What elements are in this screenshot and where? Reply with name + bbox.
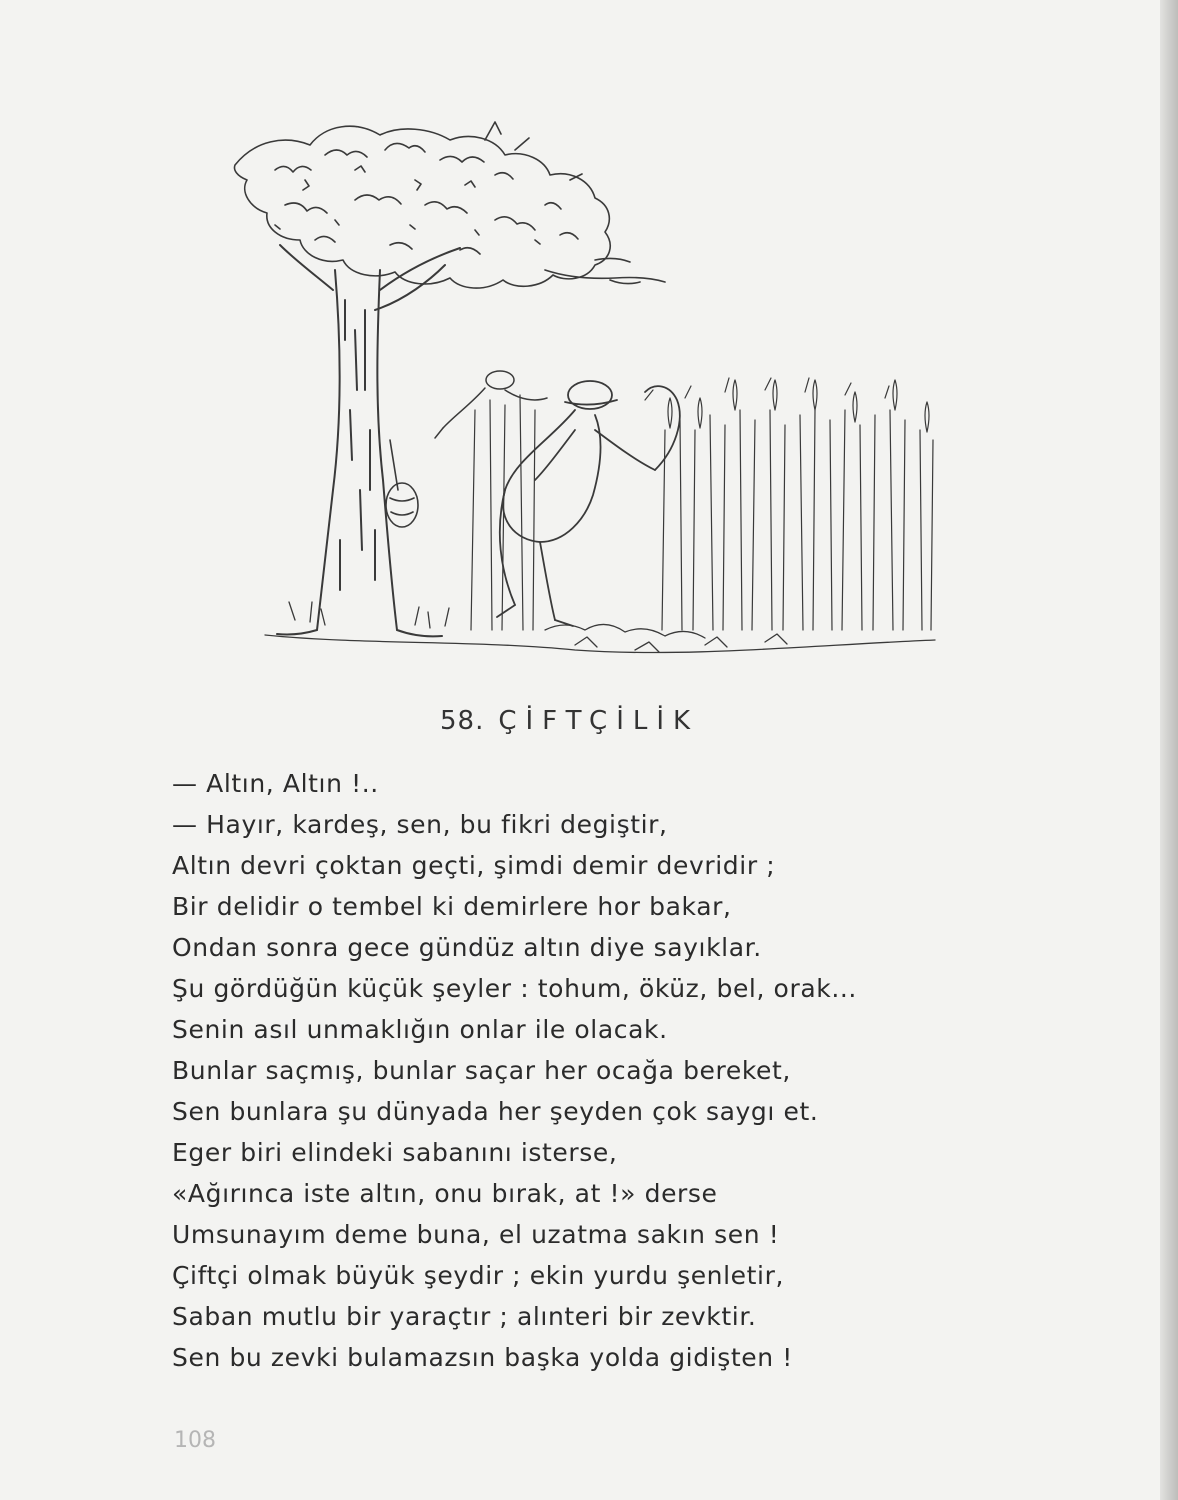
poem-line: Ondan sonra gece gündüz altın diye sayıklar. [172, 933, 762, 962]
poem-line: Eger biri elindeki sabanını isterse, [172, 1138, 618, 1167]
page-number: 108 [174, 1428, 216, 1453]
chapter-title: ÇİFTÇİLİK [498, 706, 700, 736]
poem-line: — Hayır, kardeş, sen, bu fikri degiştir, [172, 810, 668, 839]
chapter-number: 58. [440, 706, 485, 736]
poem-line: Saban mutlu bir yaraçtır ; alınteri bir zevktir. [172, 1302, 757, 1331]
poem-line: Altın devri çoktan geçti, şimdi demir devridir ; [172, 851, 776, 880]
poem-line: Çiftçi olmak büyük şeydir ; ekin yurdu şenletir, [172, 1261, 785, 1290]
poem-line: — Altın, Altın !.. [172, 769, 379, 798]
farmer-figure-icon [497, 381, 680, 626]
poem-line: Senin asıl unmaklığın onlar ile olacak. [172, 1015, 668, 1044]
poem-line: «Ağırınca iste altın, onu bırak, at !» derse [172, 1179, 718, 1208]
farmer-harvest-illustration [215, 110, 950, 690]
poem-line: Umsunayım deme buna, el uzatma sakın sen ! [172, 1220, 780, 1249]
page-binding-edge [1160, 0, 1178, 1500]
chapter-heading [440, 706, 699, 736]
poem-line: Şu gördüğün küçük şeyler : tohum, öküz, bel, orak... [172, 974, 857, 1003]
hanging-basket-icon [386, 440, 418, 527]
tree-trunk-icon [277, 245, 460, 636]
wheat-field-icon [471, 378, 933, 630]
ground-sheaves-icon [265, 602, 935, 653]
poem-line: Sen bu zevki bulamazsın başka yolda gidişten ! [172, 1343, 793, 1372]
second-harvester-icon [435, 371, 547, 438]
poem-line: Bunlar saçmış, bunlar saçar her ocağa bereket, [172, 1056, 791, 1085]
poem-line: Bir delidir o tembel ki demirlere hor bakar, [172, 892, 732, 921]
poem-line: Sen bunlara şu dünyada her şeyden çok saygı et. [172, 1097, 819, 1126]
poem-body [172, 763, 1032, 1378]
